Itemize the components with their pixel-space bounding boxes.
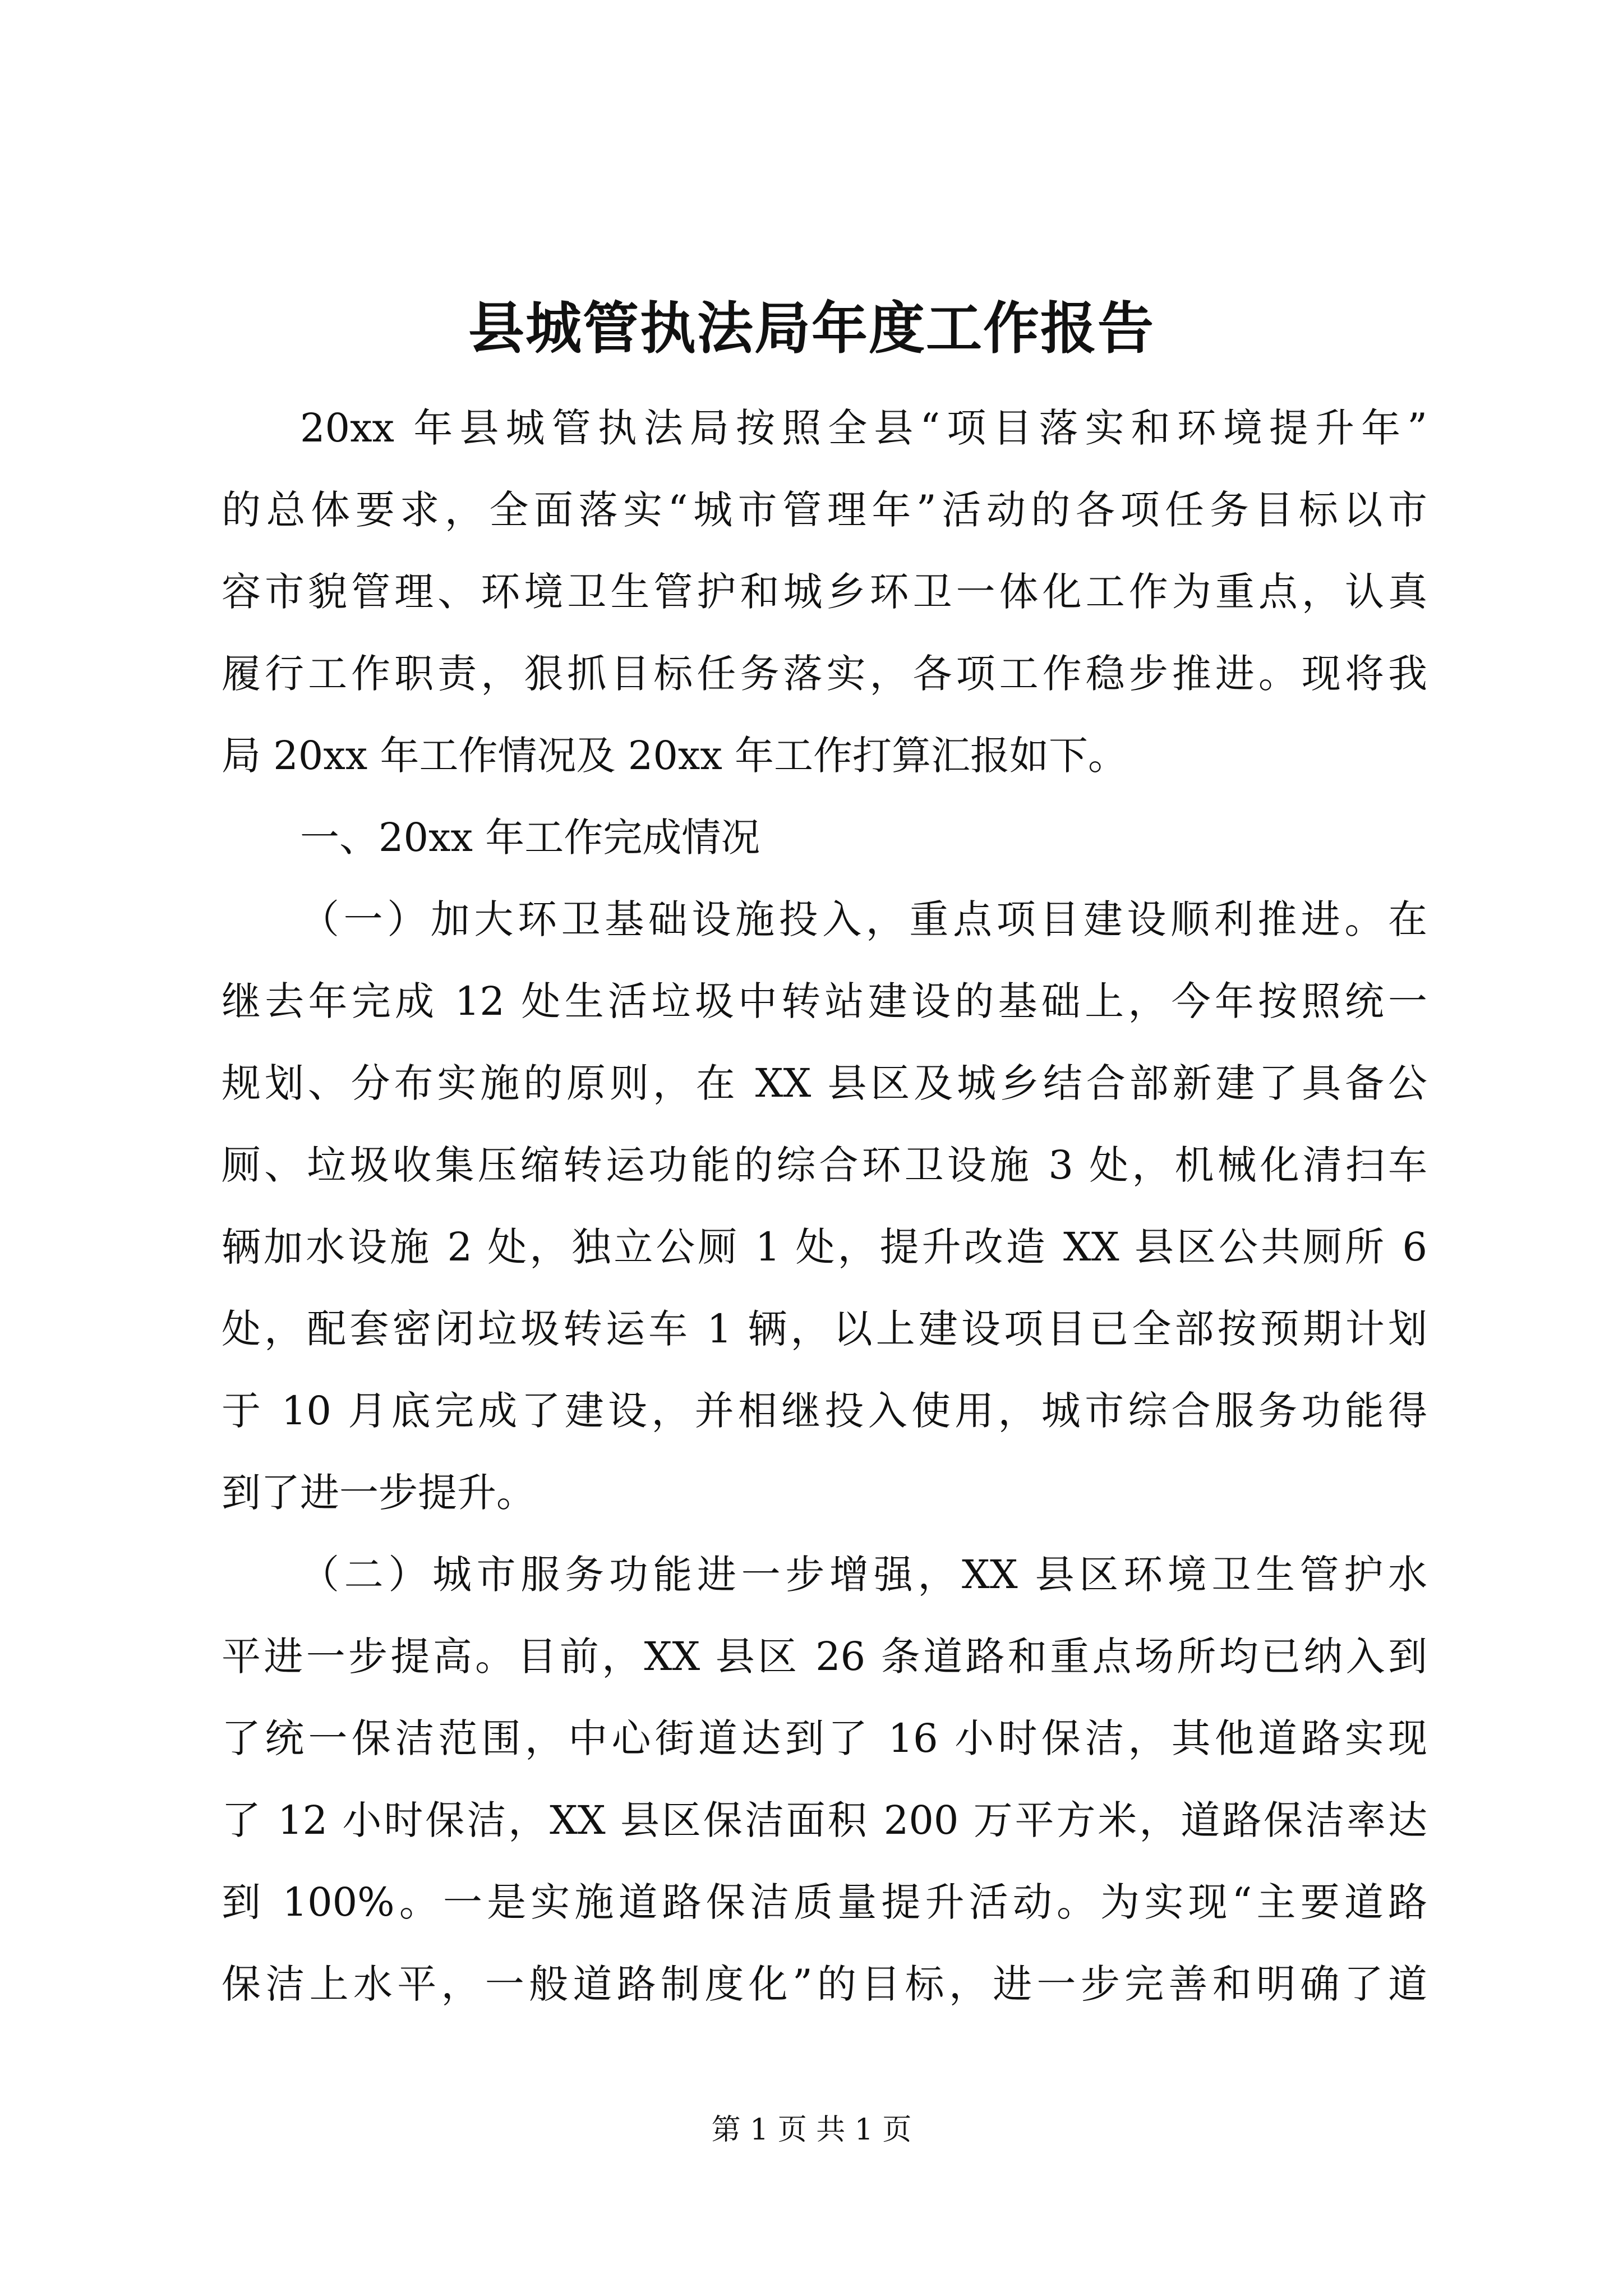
paragraph-line: 20xx 年县城管执法局按照全县“项目落实和环境提升年” — [300, 405, 1427, 451]
paragraph-line: 辆加水设施 2 处，独立公厕 1 处，提升改造 XX 县区公共厕所 6 — [222, 1224, 1427, 1270]
paragraph-line: （一）加大环卫基础设施投入，重点项目建设顺利推进。在 — [300, 896, 1427, 942]
paragraph-line: 厕、垃圾收集压缩转运功能的综合环卫设施 3 处，机械化清扫车 — [222, 1142, 1427, 1188]
paragraph-line: 到 100%。一是实施道路保洁质量提升活动。为实现“主要道路 — [222, 1879, 1427, 1925]
section-heading: 一、20xx 年工作完成情况 — [300, 815, 760, 861]
paragraph-line: 到了进一步提升。 — [222, 1470, 536, 1516]
paragraph-line: 了 12 小时保洁，XX 县区保洁面积 200 万平方米，道路保洁率达 — [222, 1797, 1427, 1843]
document-title: 县城管执法局年度工作报告 — [468, 295, 1155, 361]
document-body — [222, 387, 1427, 2025]
paragraph-line: 的总体要求，全面落实“城市管理年”活动的各项任务目标以市 — [222, 487, 1427, 533]
paragraph-line: 保洁上水平，一般道路制度化”的目标，进一步完善和明确了道 — [222, 1961, 1427, 2007]
paragraph-line: 容市貌管理、环境卫生管护和城乡环卫一体化工作为重点，认真 — [222, 569, 1427, 615]
paragraph-line: （二）城市服务功能进一步增强，XX 县区环境卫生管护水 — [300, 1552, 1427, 1598]
paragraph-line: 继去年完成 12 处生活垃圾中转站建设的基础上，今年按照统一 — [222, 978, 1427, 1024]
paragraph-line: 平进一步提高。目前，XX 县区 26 条道路和重点场所均已纳入到 — [222, 1634, 1427, 1680]
paragraph-line: 规划、分布实施的原则，在 XX 县区及城乡结合部新建了具备公 — [222, 1060, 1427, 1106]
paragraph-line: 履行工作职责，狠抓目标任务落实，各项工作稳步推进。现将我 — [222, 651, 1427, 697]
paragraph-line: 处，配套密闭垃圾转运车 1 辆，以上建设项目已全部按预期计划 — [222, 1306, 1427, 1352]
page-number-footer: 第 1 页 共 1 页 — [711, 2113, 912, 2147]
paragraph-line: 于 10 月底完成了建设，并相继投入使用，城市综合服务功能得 — [222, 1388, 1427, 1434]
paragraph-line: 了统一保洁范围，中心街道达到了 16 小时保洁，其他道路实现 — [222, 1715, 1427, 1761]
paragraph-line: 局 20xx 年工作情况及 20xx 年工作打算汇报如下。 — [222, 733, 1128, 779]
